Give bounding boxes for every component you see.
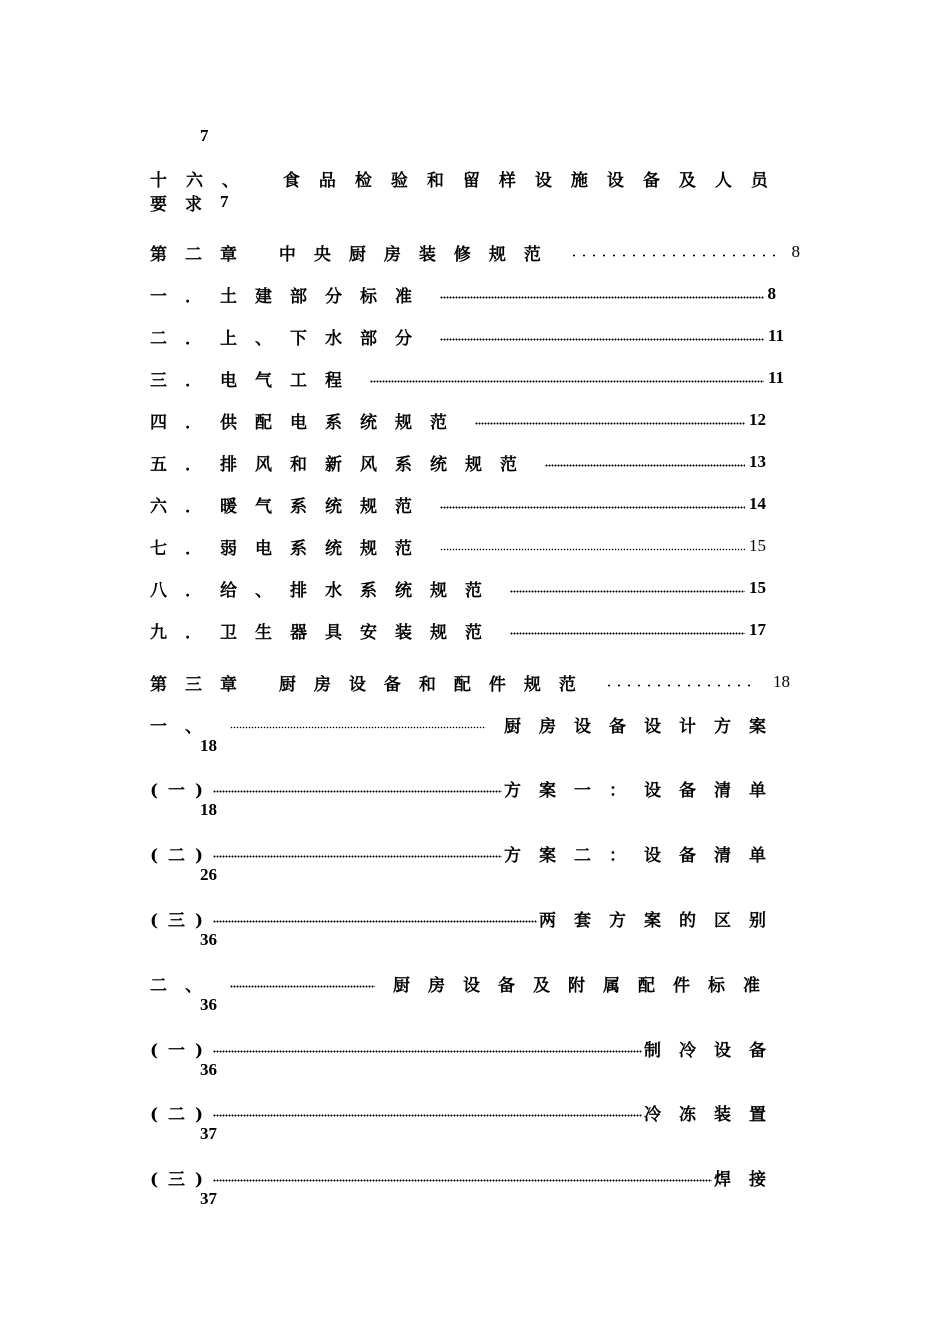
toc-entry-prefix: 一、 bbox=[150, 716, 220, 737]
toc-entry-label: 六．暖气系统规范 bbox=[150, 496, 430, 517]
toc-entry-label: 方案一：设备清单 bbox=[504, 780, 784, 801]
dot-leader bbox=[213, 1179, 712, 1182]
dot-leader bbox=[440, 548, 745, 551]
toc-entry[interactable] bbox=[150, 1036, 784, 1061]
toc-entry-label: 九．卫生器具安装规范 bbox=[150, 622, 500, 643]
dot-leader bbox=[545, 464, 745, 467]
toc-entry-label: 五．排风和新风系统规范 bbox=[150, 454, 535, 475]
toc-entry-label: 厨房设备及附属配件标准 bbox=[393, 975, 778, 996]
toc-page-number: 36 bbox=[200, 1060, 217, 1079]
dot-leader bbox=[604, 684, 755, 687]
toc-page-number: 11 bbox=[767, 368, 784, 387]
toc-entry[interactable] bbox=[150, 408, 766, 432]
toc-entry[interactable] bbox=[150, 534, 766, 558]
toc-entry-prefix: (一) bbox=[150, 1040, 214, 1061]
toc-entry-prefix: 二、 bbox=[150, 975, 220, 996]
dot-leader bbox=[440, 338, 764, 341]
toc-page-number: 18 bbox=[773, 672, 790, 691]
dot-leader bbox=[230, 726, 486, 729]
toc-page-number: 17 bbox=[749, 620, 766, 639]
toc-page-number: 36 bbox=[200, 995, 217, 1014]
toc-entry-label: 三．电气工程 bbox=[150, 370, 360, 391]
toc-entry[interactable] bbox=[150, 450, 766, 474]
toc-entry-label: 方案二：设备清单 bbox=[504, 845, 784, 866]
toc-entry-label: 冷冻装置 bbox=[644, 1104, 784, 1125]
chapter-title: 第三章 厨房设备和配件规范 bbox=[150, 674, 594, 695]
toc-entry-label: 七．弱电系统规范 bbox=[150, 538, 430, 559]
dot-leader bbox=[213, 855, 502, 858]
toc-page-number: 11 bbox=[767, 326, 784, 345]
toc-page-number: 15 bbox=[749, 536, 766, 555]
toc-entry[interactable] bbox=[150, 366, 784, 390]
toc-entry-label: 要求 bbox=[150, 194, 220, 215]
toc-entry[interactable] bbox=[150, 841, 784, 866]
chapter-title: 第二章 中央厨房装修规范 bbox=[150, 244, 559, 265]
toc-page-number: 37 bbox=[200, 1189, 217, 1208]
dot-leader bbox=[213, 920, 537, 923]
dot-leader bbox=[213, 1050, 642, 1053]
toc-entry-label: 两套方案的区别 bbox=[539, 910, 784, 931]
dot-leader bbox=[510, 590, 745, 593]
toc-entry[interactable] bbox=[150, 492, 766, 516]
toc-entry[interactable] bbox=[150, 776, 784, 801]
dot-leader bbox=[213, 1114, 642, 1117]
dot-leader bbox=[370, 380, 764, 383]
toc-page-number: 15 bbox=[749, 578, 766, 597]
toc-entry-label: 制冷设备 bbox=[644, 1040, 784, 1061]
toc-entry[interactable] bbox=[150, 1100, 784, 1125]
toc-page-number: 7 bbox=[220, 192, 229, 211]
toc-entry[interactable] bbox=[150, 971, 778, 996]
toc-page-number: 13 bbox=[749, 452, 766, 471]
dot-leader bbox=[510, 632, 745, 635]
toc-entry-label: 二．上、下水部分 bbox=[150, 328, 430, 349]
toc-page-number: 8 bbox=[791, 242, 800, 261]
toc-page-number: 37 bbox=[200, 1124, 217, 1143]
toc-page-number: 18 bbox=[200, 736, 217, 755]
toc-entry-label: 焊接 bbox=[714, 1169, 784, 1190]
dot-leader bbox=[440, 296, 764, 299]
toc-entry[interactable] bbox=[150, 618, 766, 642]
toc-page-number: 18 bbox=[200, 800, 217, 819]
toc-page-number: 26 bbox=[200, 865, 217, 884]
toc-entry[interactable] bbox=[150, 282, 776, 306]
toc-entry-prefix: (二) bbox=[150, 1104, 214, 1125]
toc-entry-prefix: (三) bbox=[150, 1169, 214, 1190]
toc-chapter-3[interactable] bbox=[150, 670, 790, 694]
toc-entry-prefix: (三) bbox=[150, 910, 214, 931]
dot-leader bbox=[475, 422, 745, 425]
toc-entry[interactable] bbox=[150, 324, 784, 348]
dot-leader bbox=[569, 254, 782, 257]
toc-entry-label: 十六、 食品检验和留样设施设备及人员 bbox=[150, 170, 787, 191]
toc-entry[interactable] bbox=[150, 712, 784, 737]
toc-entry-label: 厨房设备设计方案 bbox=[504, 716, 784, 737]
toc-entry-prefix: (二) bbox=[150, 845, 214, 866]
toc-entry-sec16-line2[interactable] bbox=[150, 190, 766, 214]
toc-page-number: 8 bbox=[767, 284, 776, 303]
toc-entry-label: 八．给、排水系统规范 bbox=[150, 580, 500, 601]
toc-chapter-2[interactable] bbox=[150, 240, 800, 264]
toc-entry-prefix: (一) bbox=[150, 780, 214, 801]
toc-entry[interactable] bbox=[150, 1165, 784, 1190]
dot-leader bbox=[230, 985, 375, 988]
dot-leader bbox=[213, 790, 502, 793]
toc-page-number: 14 bbox=[749, 494, 766, 513]
toc-page-number: 36 bbox=[200, 930, 217, 949]
toc-entry[interactable] bbox=[150, 576, 766, 600]
dot-leader bbox=[440, 506, 745, 509]
toc-entry-sec16[interactable] bbox=[150, 166, 787, 191]
toc-entry-label: 四．供配电系统规范 bbox=[150, 412, 465, 433]
continued-page-number: 7 bbox=[200, 126, 209, 145]
toc-entry-label: 一．土建部分标准 bbox=[150, 286, 430, 307]
toc-page-number: 12 bbox=[749, 410, 766, 429]
toc-entry[interactable] bbox=[150, 906, 784, 931]
